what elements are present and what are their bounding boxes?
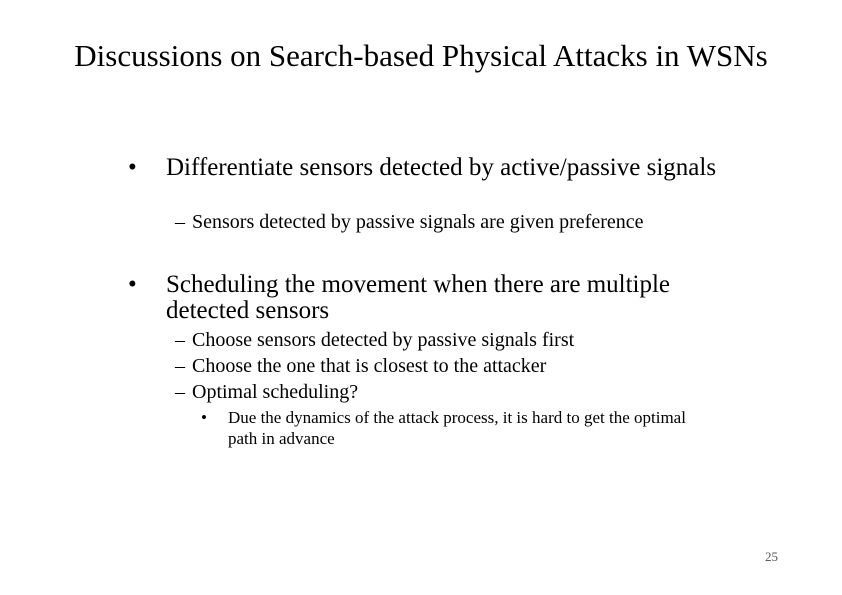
bullet-marker: • — [128, 271, 137, 298]
page-number: 25 — [765, 549, 778, 564]
sub-bullet-text: Optimal scheduling? — [192, 381, 359, 403]
dash-marker: – — [175, 381, 185, 403]
sub-bullet-item — [175, 209, 775, 235]
bullet-text: Scheduling the movement when there are multiple detected sensors — [166, 271, 671, 324]
bullet-marker: • — [128, 154, 137, 181]
sub-sub-bullet-text: Due the dynamics of the attack process, it is hard to get the optimal path in advance — [228, 408, 686, 448]
dash-marker: – — [175, 211, 185, 233]
bullet-item — [128, 155, 768, 209]
sub-bullet-item — [175, 353, 775, 379]
slide-title: Discussions on Search-based Physical Attacks in WSNs — [74, 38, 768, 73]
dash-marker: – — [175, 329, 185, 351]
sub-bullet-text: Sensors detected by passive signals are given preference — [192, 211, 644, 233]
sub-bullet-text: Choose the one that is closest to the attacker — [192, 355, 547, 377]
sub-bullet-text: Choose sensors detected by passive signals first — [192, 329, 575, 351]
sub-bullet-item — [175, 379, 775, 405]
sub-sub-bullet-item — [201, 407, 721, 449]
bullet-text: Differentiate sensors detected by active/passive signals — [166, 154, 717, 181]
dash-marker: – — [175, 355, 185, 377]
bullet-marker: • — [201, 408, 207, 427]
sub-bullet-item — [175, 327, 775, 353]
bullet-item — [128, 272, 768, 326]
